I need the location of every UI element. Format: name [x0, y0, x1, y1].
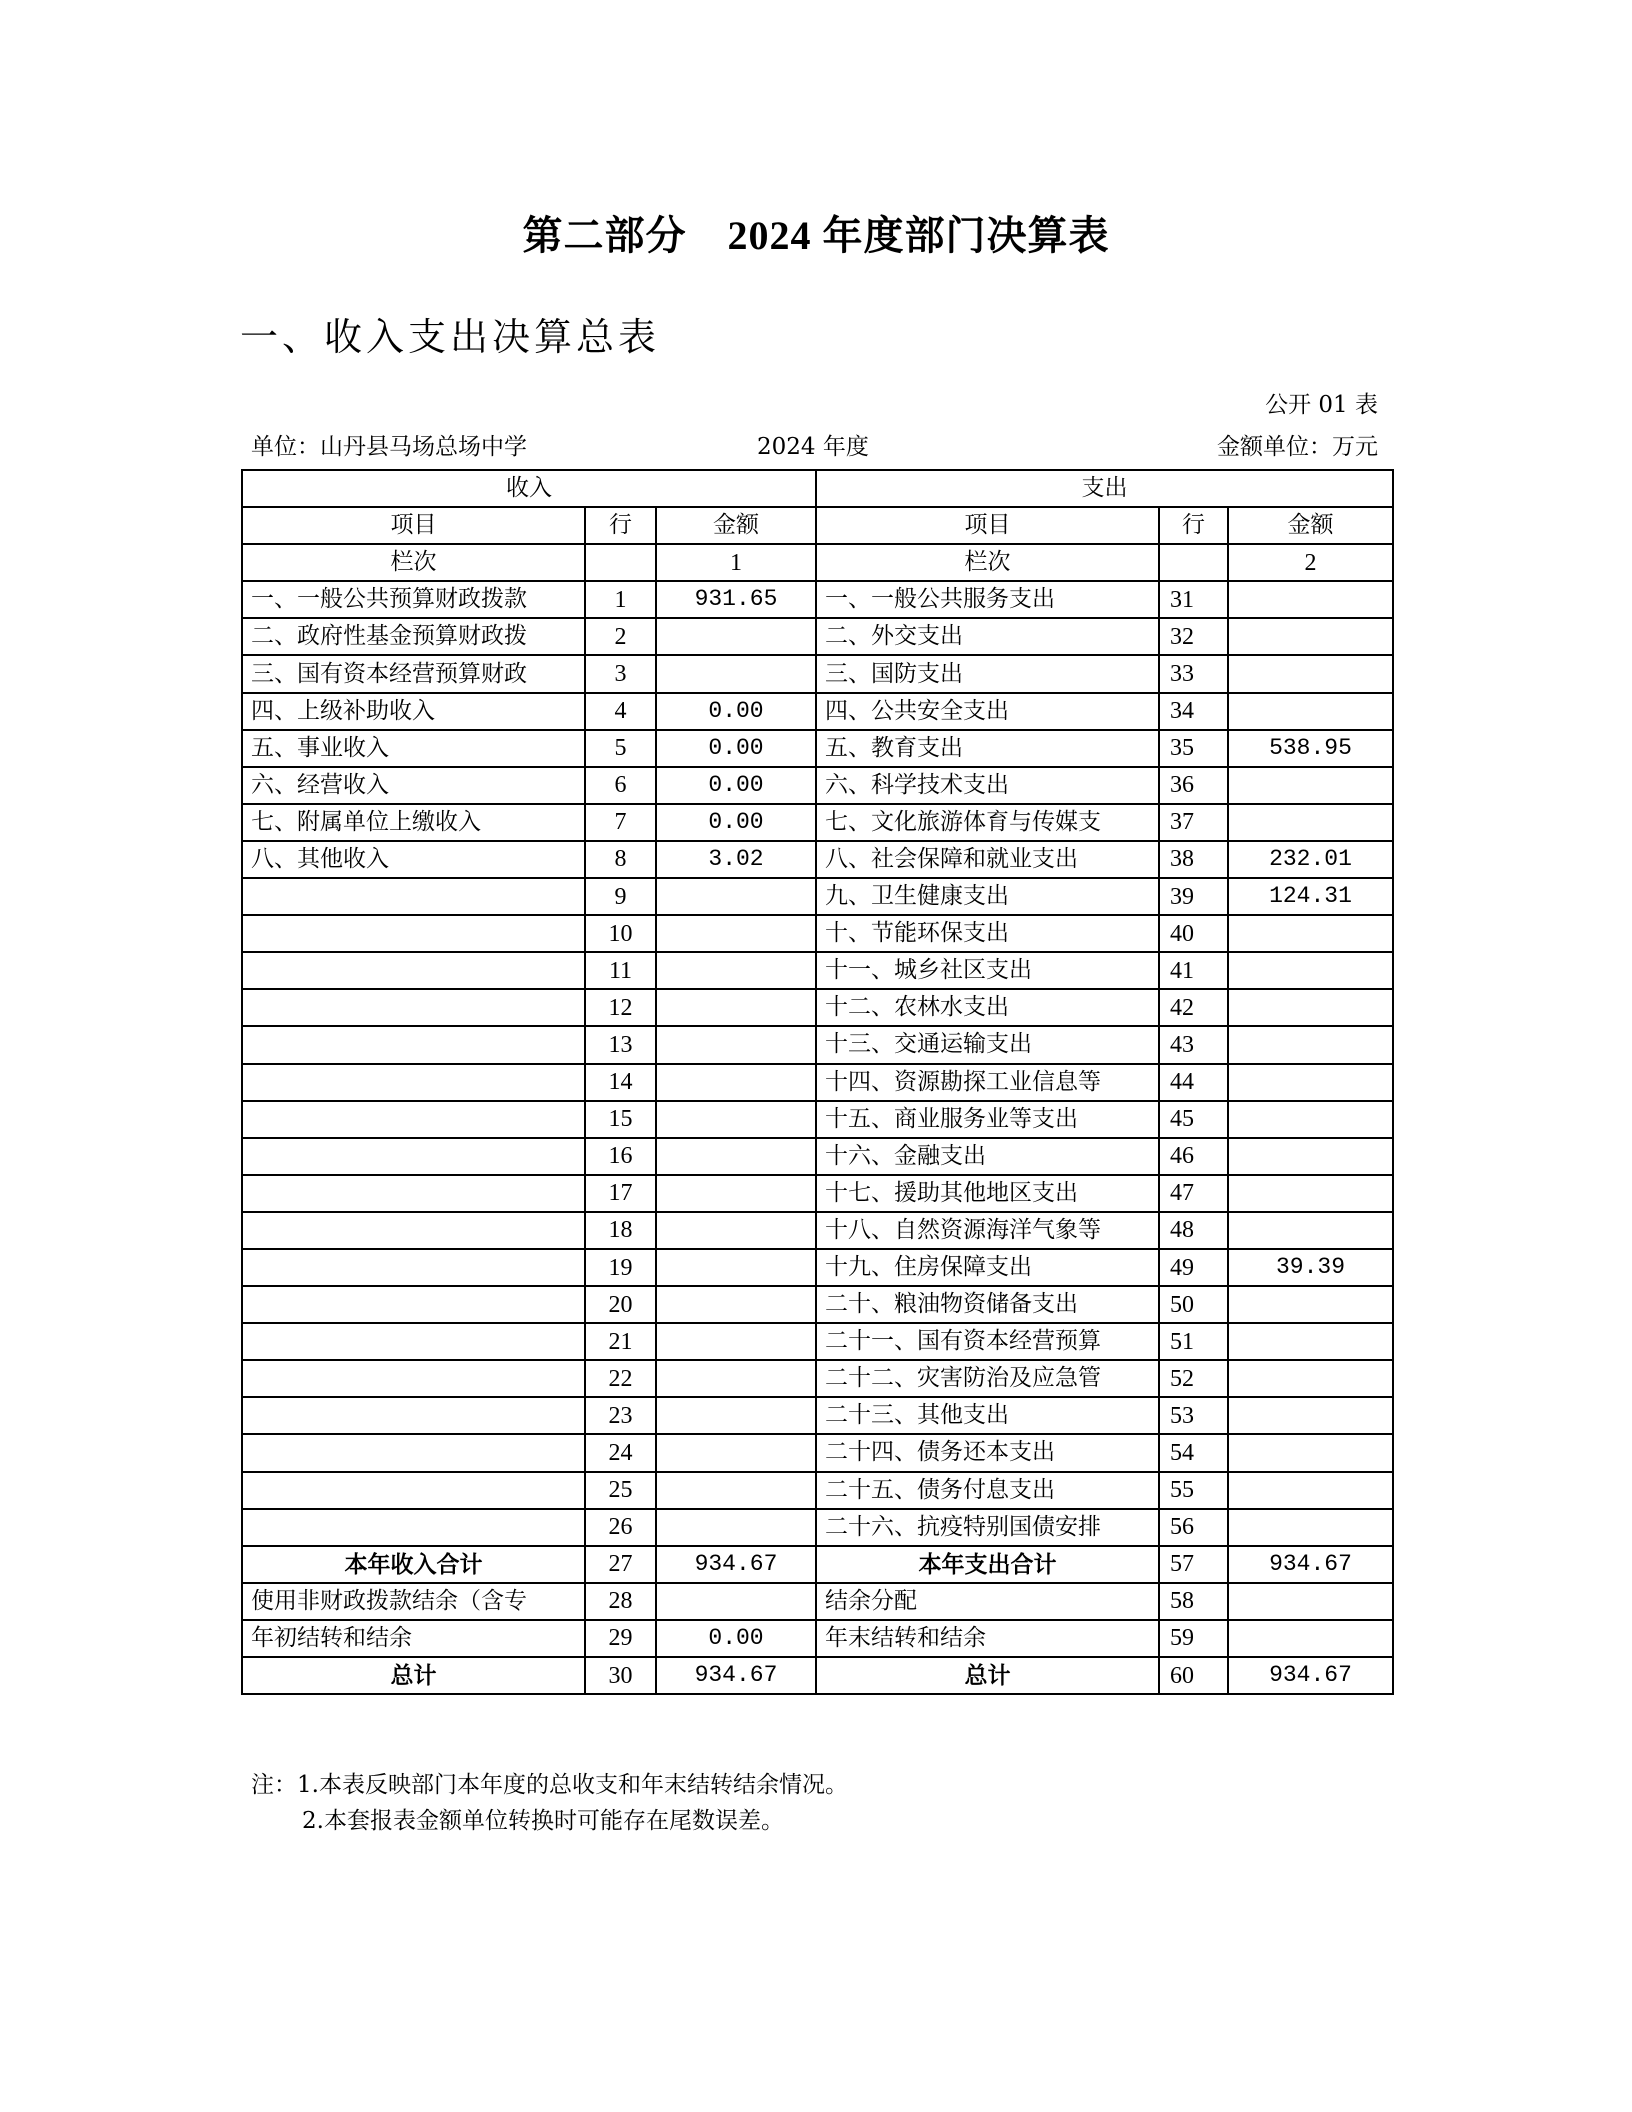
income-item-cell: 一、一般公共预算财政拨款 — [242, 581, 585, 618]
expense-item-cell: 二十一、国有资本经营预算 — [816, 1323, 1159, 1360]
table-row — [242, 1286, 1393, 1323]
table-row — [242, 1323, 1393, 1360]
table-row — [242, 1620, 1393, 1657]
expense-amount-cell — [1228, 1101, 1393, 1138]
expense-amount-cell: 39.39 — [1228, 1249, 1393, 1286]
income-row-number: 4 — [585, 693, 656, 730]
income-row-number: 15 — [585, 1101, 656, 1138]
expense-amount-cell — [1228, 1397, 1393, 1434]
column-header-row — [242, 507, 1393, 544]
income-item-cell — [242, 915, 585, 952]
expense-amount-cell — [1228, 1175, 1393, 1212]
expense-amount-cell — [1228, 1509, 1393, 1546]
expense-item-cell: 四、公共安全支出 — [816, 693, 1159, 730]
expense-amount-cell — [1228, 1472, 1393, 1509]
income-row-number: 2 — [585, 618, 656, 655]
income-item-cell — [242, 1434, 585, 1471]
expense-row-number: 59 — [1159, 1620, 1228, 1657]
expense-amount-cell — [1228, 581, 1393, 618]
income-row-number: 7 — [585, 804, 656, 841]
table-row — [242, 804, 1393, 841]
table-row — [242, 915, 1393, 952]
expense-item-cell: 八、社会保障和就业支出 — [816, 841, 1159, 878]
expense-row-number: 43 — [1159, 1026, 1228, 1063]
expense-row-number: 35 — [1159, 730, 1228, 767]
income-col-index: 1 — [656, 544, 816, 581]
expense-item-cell: 五、教育支出 — [816, 730, 1159, 767]
income-amount-cell — [656, 1360, 816, 1397]
income-row-number: 17 — [585, 1175, 656, 1212]
income-item-cell — [242, 878, 585, 915]
expense-amount-cell — [1228, 915, 1393, 952]
income-item-cell: 八、其他收入 — [242, 841, 585, 878]
income-row-number: 19 — [585, 1249, 656, 1286]
expense-header: 支出 — [816, 470, 1393, 507]
income-amount-cell — [656, 1434, 816, 1471]
note-1: 注：1.本表反映部门本年度的总收支和年末结转结余情况。 — [251, 1772, 848, 1798]
expense-item-cell: 十二、农林水支出 — [816, 989, 1159, 1026]
income-amount-cell: 0.00 — [656, 767, 816, 804]
expense-item-cell: 二十六、抗疫特别国债安排 — [816, 1509, 1159, 1546]
expense-row-number: 31 — [1159, 581, 1228, 618]
income-item-cell — [242, 1064, 585, 1101]
expense-col-index: 2 — [1228, 544, 1393, 581]
table-row — [242, 693, 1393, 730]
income-row-number: 8 — [585, 841, 656, 878]
expense-amount-cell — [1228, 1026, 1393, 1063]
expense-amount-cell — [1228, 1064, 1393, 1101]
section-header-row — [242, 470, 1393, 507]
income-item-cell: 总计 — [242, 1657, 585, 1694]
income-row-number: 20 — [585, 1286, 656, 1323]
income-item-cell — [242, 1509, 585, 1546]
income-row-number: 1 — [585, 581, 656, 618]
expense-amount-cell: 232.01 — [1228, 841, 1393, 878]
income-amount-cell — [656, 655, 816, 692]
income-item-cell: 五、事业收入 — [242, 730, 585, 767]
expense-item-cell: 二十四、债务还本支出 — [816, 1434, 1159, 1471]
expense-item-cell: 十九、住房保障支出 — [816, 1249, 1159, 1286]
expense-item-cell: 六、科学技术支出 — [816, 767, 1159, 804]
expense-row-number: 56 — [1159, 1509, 1228, 1546]
income-row-number: 13 — [585, 1026, 656, 1063]
income-item-cell: 本年收入合计 — [242, 1546, 585, 1583]
table-row — [242, 1138, 1393, 1175]
income-item-cell — [242, 1101, 585, 1138]
income-index-label: 栏次 — [242, 544, 585, 581]
income-item-cell: 三、国有资本经营预算财政 — [242, 655, 585, 692]
income-item-cell: 年初结转和结余 — [242, 1620, 585, 1657]
table-row — [242, 989, 1393, 1026]
expense-item-header: 项目 — [816, 507, 1159, 544]
expense-row-number: 55 — [1159, 1472, 1228, 1509]
expense-amount-cell: 934.67 — [1228, 1546, 1393, 1583]
expense-row-number: 36 — [1159, 767, 1228, 804]
expense-row-number: 53 — [1159, 1397, 1228, 1434]
expense-amount-cell: 934.67 — [1228, 1657, 1393, 1694]
income-amount-cell — [656, 1212, 816, 1249]
expense-amount-cell — [1228, 1360, 1393, 1397]
income-row-number: 24 — [585, 1434, 656, 1471]
table-row — [242, 1583, 1393, 1620]
income-amount-cell — [656, 952, 816, 989]
expense-amount-cell — [1228, 655, 1393, 692]
income-item-cell — [242, 1360, 585, 1397]
table-row — [242, 1101, 1393, 1138]
expense-item-cell: 结余分配 — [816, 1583, 1159, 1620]
expense-row-number: 57 — [1159, 1546, 1228, 1583]
note-2: 2.本套报表金额单位转换时可能存在尾数误差。 — [302, 1808, 784, 1834]
table-row — [242, 618, 1393, 655]
income-row-number: 23 — [585, 1397, 656, 1434]
expense-row-number: 50 — [1159, 1286, 1228, 1323]
income-amount-cell: 934.67 — [656, 1546, 816, 1583]
expense-amount-cell — [1228, 1286, 1393, 1323]
income-amount-cell — [656, 1472, 816, 1509]
expense-amount-cell — [1228, 767, 1393, 804]
income-row-number: 18 — [585, 1212, 656, 1249]
table-total-row — [242, 1657, 1393, 1694]
income-item-cell: 四、上级补助收入 — [242, 693, 585, 730]
expense-item-cell: 十八、自然资源海洋气象等 — [816, 1212, 1159, 1249]
income-amount-cell — [656, 1286, 816, 1323]
income-row-number: 5 — [585, 730, 656, 767]
income-amount-cell — [656, 1509, 816, 1546]
expense-amount-cell — [1228, 804, 1393, 841]
income-row-number: 10 — [585, 915, 656, 952]
income-amount-cell — [656, 1583, 816, 1620]
table-row — [242, 1064, 1393, 1101]
expense-row-number: 51 — [1159, 1323, 1228, 1360]
table-row — [242, 952, 1393, 989]
income-item-cell — [242, 1472, 585, 1509]
expense-row-number: 32 — [1159, 618, 1228, 655]
table-row — [242, 1175, 1393, 1212]
expense-row-number: 52 — [1159, 1360, 1228, 1397]
expense-row-number: 37 — [1159, 804, 1228, 841]
income-item-cell — [242, 1249, 585, 1286]
income-amount-cell: 0.00 — [656, 804, 816, 841]
income-amount-cell — [656, 1323, 816, 1360]
income-amount-cell — [656, 1101, 816, 1138]
expense-row-header: 行 — [1159, 507, 1228, 544]
table-row — [242, 1434, 1393, 1471]
expense-item-cell: 二十三、其他支出 — [816, 1397, 1159, 1434]
expense-row-number: 48 — [1159, 1212, 1228, 1249]
expense-amount-cell — [1228, 989, 1393, 1026]
income-row-number: 27 — [585, 1546, 656, 1583]
income-amount-cell — [656, 1026, 816, 1063]
currency-unit: 金额单位：万元 — [1217, 434, 1378, 460]
expense-item-cell: 二、外交支出 — [816, 618, 1159, 655]
income-amount-header: 金额 — [656, 507, 816, 544]
income-amount-cell — [656, 1397, 816, 1434]
income-row-number: 25 — [585, 1472, 656, 1509]
income-row-number: 30 — [585, 1657, 656, 1694]
income-row-number: 11 — [585, 952, 656, 989]
income-item-cell: 六、经营收入 — [242, 767, 585, 804]
fiscal-year: 2024 年度 — [757, 434, 869, 460]
income-row-number: 3 — [585, 655, 656, 692]
income-item-cell — [242, 952, 585, 989]
income-item-cell — [242, 1212, 585, 1249]
expense-index-label: 栏次 — [816, 544, 1159, 581]
income-row-number: 6 — [585, 767, 656, 804]
table-row — [242, 1026, 1393, 1063]
income-item-cell — [242, 1175, 585, 1212]
income-item-cell: 使用非财政拨款结余（含专 — [242, 1583, 585, 1620]
expense-row-number: 44 — [1159, 1064, 1228, 1101]
expense-item-cell: 十五、商业服务业等支出 — [816, 1101, 1159, 1138]
column-index-row — [242, 544, 1393, 581]
income-amount-cell: 3.02 — [656, 841, 816, 878]
table-row — [242, 730, 1393, 767]
expense-row-number: 54 — [1159, 1434, 1228, 1471]
table-row — [242, 841, 1393, 878]
income-row-header: 行 — [585, 507, 656, 544]
expense-row-number: 45 — [1159, 1101, 1228, 1138]
income-item-cell — [242, 1138, 585, 1175]
table-row — [242, 1212, 1393, 1249]
income-amount-cell: 931.65 — [656, 581, 816, 618]
expense-amount-cell — [1228, 693, 1393, 730]
notes — [251, 1767, 848, 1839]
income-amount-cell — [656, 1138, 816, 1175]
table-row — [242, 581, 1393, 618]
expense-item-cell: 十、节能环保支出 — [816, 915, 1159, 952]
expense-row-number: 47 — [1159, 1175, 1228, 1212]
income-amount-cell — [656, 1064, 816, 1101]
reporting-unit: 单位：山丹县马场总场中学 — [251, 434, 527, 460]
expense-item-cell: 二十二、灾害防治及应急管 — [816, 1360, 1159, 1397]
income-item-cell — [242, 1323, 585, 1360]
expense-row-number: 58 — [1159, 1583, 1228, 1620]
expense-amount-cell — [1228, 1620, 1393, 1657]
table-row — [242, 767, 1393, 804]
expense-item-cell: 本年支出合计 — [816, 1546, 1159, 1583]
income-row-number: 16 — [585, 1138, 656, 1175]
expense-item-cell: 一、一般公共服务支出 — [816, 581, 1159, 618]
income-amount-cell — [656, 989, 816, 1026]
income-row-number: 22 — [585, 1360, 656, 1397]
table-code: 公开 01 表 — [1265, 392, 1378, 418]
table-row — [242, 1509, 1393, 1546]
income-amount-cell — [656, 618, 816, 655]
expense-amount-cell — [1228, 1138, 1393, 1175]
income-item-header: 项目 — [242, 507, 585, 544]
expense-amount-cell — [1228, 1583, 1393, 1620]
income-item-cell — [242, 989, 585, 1026]
income-amount-cell — [656, 878, 816, 915]
income-amount-cell: 0.00 — [656, 1620, 816, 1657]
income-amount-cell: 0.00 — [656, 730, 816, 767]
expense-item-cell: 十六、金融支出 — [816, 1138, 1159, 1175]
expense-amount-cell — [1228, 952, 1393, 989]
expense-item-cell: 三、国防支出 — [816, 655, 1159, 692]
income-amount-cell — [656, 1249, 816, 1286]
expense-item-cell: 九、卫生健康支出 — [816, 878, 1159, 915]
section-heading: 一、收入支出决算总表 — [240, 315, 661, 359]
expense-row-number: 49 — [1159, 1249, 1228, 1286]
expense-item-cell: 十一、城乡社区支出 — [816, 952, 1159, 989]
expense-row-number: 46 — [1159, 1138, 1228, 1175]
expense-row-number: 42 — [1159, 989, 1228, 1026]
income-row-number: 21 — [585, 1323, 656, 1360]
expense-row-number: 60 — [1159, 1657, 1228, 1694]
expense-amount-cell — [1228, 1212, 1393, 1249]
income-item-cell: 二、政府性基金预算财政拨 — [242, 618, 585, 655]
income-header: 收入 — [242, 470, 816, 507]
expense-row-number: 34 — [1159, 693, 1228, 730]
table-total-row — [242, 1546, 1393, 1583]
table-row — [242, 655, 1393, 692]
income-item-cell — [242, 1286, 585, 1323]
income-amount-cell: 0.00 — [656, 693, 816, 730]
expense-amount-cell — [1228, 618, 1393, 655]
income-row-number: 14 — [585, 1064, 656, 1101]
table-row — [242, 1472, 1393, 1509]
expense-amount-cell: 538.95 — [1228, 730, 1393, 767]
expense-amount-cell — [1228, 1323, 1393, 1360]
expense-item-cell: 十七、援助其他地区支出 — [816, 1175, 1159, 1212]
expense-index-row-empty — [1159, 544, 1228, 581]
table-row — [242, 878, 1393, 915]
expense-item-cell: 七、文化旅游体育与传媒支 — [816, 804, 1159, 841]
income-item-cell — [242, 1397, 585, 1434]
expense-row-number: 40 — [1159, 915, 1228, 952]
expense-amount-header: 金额 — [1228, 507, 1393, 544]
income-index-row-empty — [585, 544, 656, 581]
income-row-number: 29 — [585, 1620, 656, 1657]
income-row-number: 12 — [585, 989, 656, 1026]
expense-item-cell: 二十五、债务付息支出 — [816, 1472, 1159, 1509]
expense-item-cell: 年末结转和结余 — [816, 1620, 1159, 1657]
expense-amount-cell: 124.31 — [1228, 878, 1393, 915]
document-title: 第二部分 2024 年度部门决算表 — [522, 213, 1110, 258]
expense-amount-cell — [1228, 1434, 1393, 1471]
income-expenditure-table — [241, 469, 1394, 1695]
income-row-number: 9 — [585, 878, 656, 915]
income-amount-cell — [656, 1175, 816, 1212]
expense-item-cell: 十三、交通运输支出 — [816, 1026, 1159, 1063]
table-row — [242, 1360, 1393, 1397]
expense-item-cell: 二十、粮油物资储备支出 — [816, 1286, 1159, 1323]
expense-row-number: 38 — [1159, 841, 1228, 878]
income-row-number: 26 — [585, 1509, 656, 1546]
income-item-cell — [242, 1026, 585, 1063]
expense-row-number: 39 — [1159, 878, 1228, 915]
income-amount-cell: 934.67 — [656, 1657, 816, 1694]
income-item-cell: 七、附属单位上缴收入 — [242, 804, 585, 841]
income-amount-cell — [656, 915, 816, 952]
expense-row-number: 41 — [1159, 952, 1228, 989]
expense-item-cell: 十四、资源勘探工业信息等 — [816, 1064, 1159, 1101]
table-row — [242, 1249, 1393, 1286]
expense-item-cell: 总计 — [816, 1657, 1159, 1694]
expense-row-number: 33 — [1159, 655, 1228, 692]
income-row-number: 28 — [585, 1583, 656, 1620]
table-row — [242, 1397, 1393, 1434]
